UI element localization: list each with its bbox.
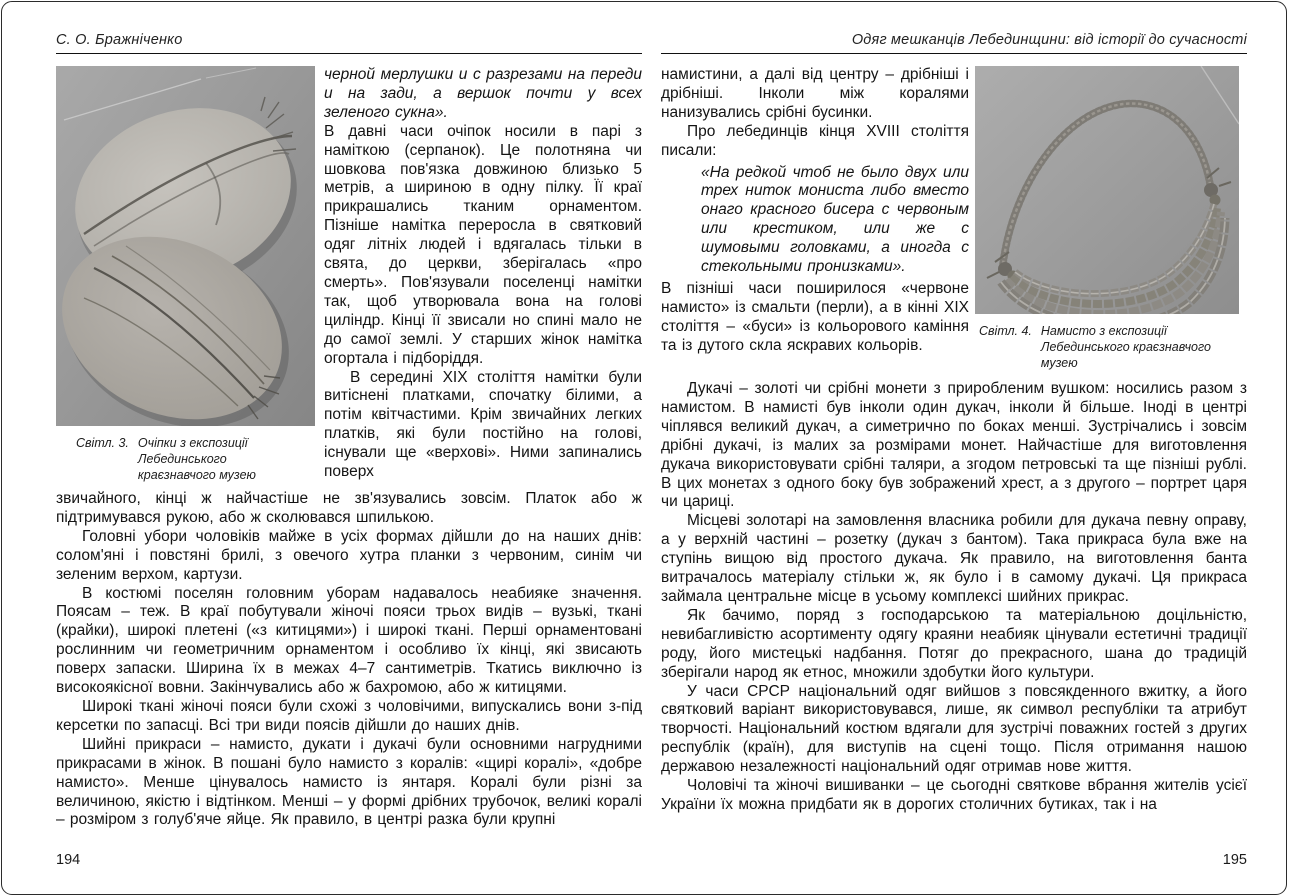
paragraph: У часи СРСР національний одяг вийшов з повсякденного вжитку, а його святковий варіант використовувався, лише, як символ республіки та атрибут творчості. Національний костюм вдягали для зустрічі поважних гостей з других республік (країн), для виступів на сцені тощо. Після отримання нашою державою незалежності національний одяг отримав нове життя. xyxy=(661,682,1247,776)
page-left-content xyxy=(56,66,642,830)
paragraph: Широкі ткані жіночі пояси були схожі з чоловічими, випускались вони з-під керсетки по запасці. Всі три види поясів дійшли до наших днів. xyxy=(56,697,642,734)
paragraph: черной мерлушки и с разрезами на переди и на зади, а вершок почти у всех зеленого сукна». xyxy=(324,66,642,121)
page-right-content xyxy=(661,66,1247,815)
necklace-photo xyxy=(975,66,1239,314)
paragraph: В давні часи очіпок носили в парі з наміткою (серпанок). Це полотняна чи шовкова пов'язка довжиною близько 5 метрів, а шириною в одну пілку. Її краї прикрашались тканим орнаментом. Пізніше намітка переросла в святковий одяг літніх людей і вдягалась тільки в свята, до церкви, зберігалась «про смерть». Пов'язували поселенці намітки так, щоб утворювала вона на голові циліндр. Кінці її звисали но спині мало не до самої землі. У старших жінок намітка огортала і підборіддя. xyxy=(324,122,642,367)
left-narrow-column xyxy=(324,66,642,483)
left-fullwidth-text xyxy=(56,490,642,830)
column-gap xyxy=(315,66,324,483)
paragraph: намистини, а далі від центру – дрібніші і дрібніші. Інколи між коралями нанизувались срібні бусинки. xyxy=(661,66,969,121)
caption-label: Світл. 3. xyxy=(76,436,129,450)
page-number-left: 194 xyxy=(56,852,81,868)
paragraph: Про лебединців кінця XVIII століття писали: xyxy=(661,122,969,159)
figure-ochipky xyxy=(56,66,315,483)
left-top-section xyxy=(56,66,642,483)
paragraph: Дукачі – золоті чи срібні монети з приробленим вушком: носились разом з намистом. В намисті був інколи один дукач, інколи й більше. Іноді в центрі чіплявся великий дукач, а симетрично по боках менші. Зустрічались і зовсім дрібні дукачі, із малих за розмірами монет. Найчастіше для виготовлення дукача використовувати срібні таляри, а згодом петровські та ще пізніші рублі. В цих монетах з одного боку був зображений хрест, а з другого – портрет царя чи цариці. xyxy=(661,380,1247,511)
figure-caption-3 xyxy=(56,435,294,483)
right-fullwidth-text xyxy=(661,380,1247,815)
ochipky-photo xyxy=(56,66,315,426)
page-number-right: 195 xyxy=(1222,852,1247,868)
paragraph: В пізніші часи поширилося «червоне намисто» із смальти (перли), а в кінні XIX століття – «буси» із кольорового каміння та із дутого скла яскравих кольорів. xyxy=(661,279,969,354)
paragraph: Головні убори чоловіків майже в усіх формах дійшли до на наших днів: солом'яні і повстяні брилі, з овечого хутра планки з червоним, синім чи зеленим верхом, картузи. xyxy=(56,527,642,583)
right-narrow-column xyxy=(661,66,969,371)
figure-caption-4 xyxy=(975,323,1237,371)
figure-namysto xyxy=(975,66,1239,371)
right-top-section xyxy=(661,66,1247,371)
paragraph: Місцеві золотарі на замовлення власника робили для дукача певну оправу, а у верхній частині – розетку (дукач з бантом). Така прикраса була вже на ступінь вищою від простого дукача. Як правило, на виготовлення банта витрачалось матеріалу стільки ж, як було і в самому дукачі. Ця прикраса займала центральне місце в усьому комплексі шийних прикрас. xyxy=(661,512,1247,605)
caption-text: Очіпки з експозиції Лебединського краєзнавчого музею xyxy=(137,436,256,482)
paragraph: В костюмі поселян головним уборам надавалось неабияке значення. Поясам – теж. В краї побутували жіночі пояси трьох видів – вузькі, ткані (крайки), широкі плетені («з китицями») і широкі ткані. Перші орнаментовані рослинним чи геометричним орнаментом і особливо їх кінці, які звисають поверх запаски. Ширина їх в межах 4–7 сантиметрів. Ткатись виключно із високоякісної вовни. Закінчувались або ж бахромою, або ж китицями. xyxy=(56,584,642,697)
paragraph: звичайного, кінці ж найчастіше не зв'язувались зовсім. Платок або ж підтримувався рукою, або ж сколювався шпилькою. xyxy=(56,490,642,526)
paragraph: Чоловічі та жіночі вишиванки – це сьогодні святкове вбрання жителів усієї України їх можна придбати як в дорогих столичних бутиках, так і на xyxy=(661,777,1247,813)
paragraph: Як бачимо, поряд з господарською та матеріальною доцільністю, невибагливістю асортименту одягу краяни неабияк цінували естетичні традиції роду, його мистецькі надбання. Потяг до прекрасного, шана до традицій зберігали народ як етнос, множили здобутки його культури. xyxy=(661,606,1247,681)
paragraph: В середині XIX століття намітки були витіснені платками, спочатку білими, а потім квітчастими. Крім звичайних легких платків, які були постійно на голові, існували ще «верхові». Ними запинались поверх xyxy=(324,368,642,481)
chapter-title: Одяг мешканців Лебединщини: від історії до сучасності xyxy=(851,32,1247,48)
caption-text: Намисто з експозиції Лебединського краєзнавчого музею xyxy=(1040,324,1211,370)
running-head-author xyxy=(56,2,642,54)
page-right xyxy=(661,2,1247,894)
paragraph: Шийні прикраси – намисто, дукати і дукачі були основними нагрудними прикрасами в жінок. В пошані було намисто з коралів: «щирі коралі», «добре намисто». Менше цінувалось намисто із янтаря. Коралі були різні за величиною, якістю і відтінком. Менші – у формі дрібних трубочок, великі коралі – розміром з голуб'яче яйце. Як правило, в центрі разка були крупні xyxy=(56,735,642,829)
page-left xyxy=(56,2,642,894)
running-head-title xyxy=(661,2,1247,54)
quote-paragraph: «На редкой чтоб не было двух или трех ниток мониста либо вместо онаго красного бисера с червоным или крестиком, или же с шумовыми головками, а иногда с стекольными пронизками». xyxy=(701,163,969,276)
book-spread xyxy=(1,1,1287,895)
author-name: С. О. Бражніченко xyxy=(56,32,183,48)
caption-label: Світл. 4. xyxy=(979,324,1032,338)
